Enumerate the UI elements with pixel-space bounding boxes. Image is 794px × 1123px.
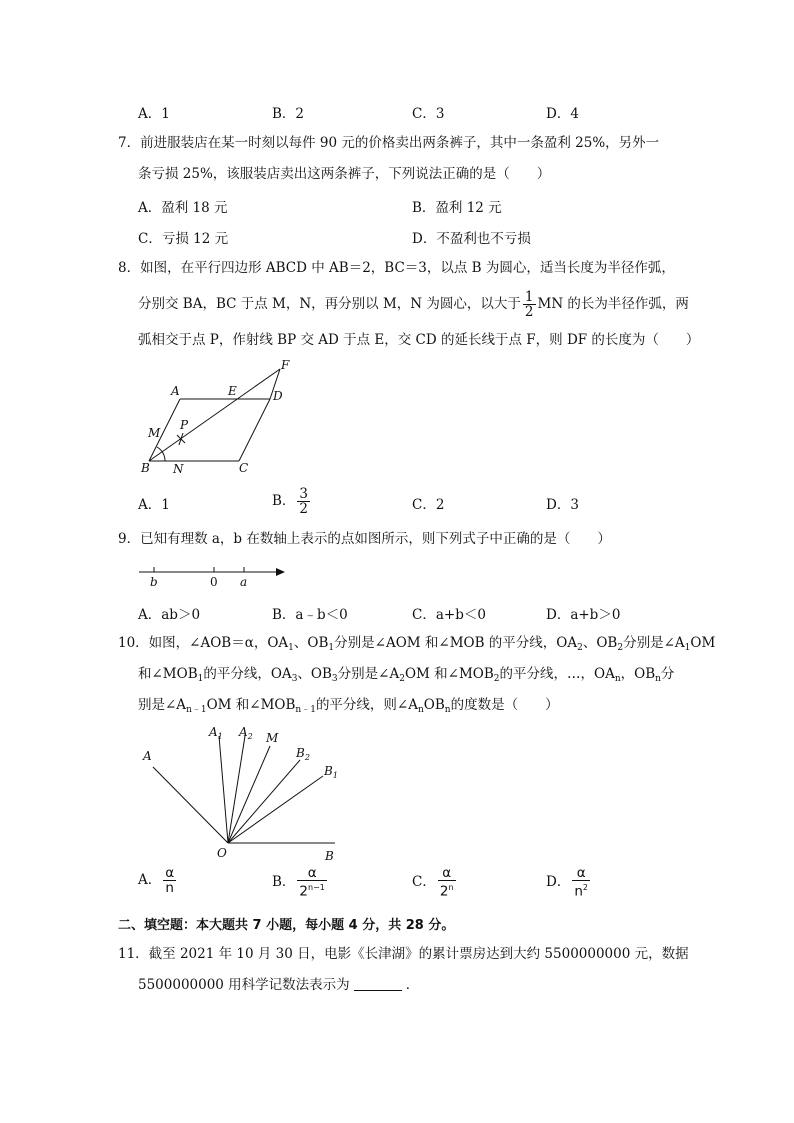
subscript: 2 [617,643,624,653]
svg-text:A1 [208,725,223,741]
label-E: E [228,384,237,398]
text: 10．如图，∠AOB＝α，OA [118,635,289,651]
angle-bisector-figure [135,722,345,867]
frac-denominator [438,881,456,899]
text: 的度数是（ ） [450,697,559,713]
subscript: 2 [399,674,405,684]
frac-numerator: α [165,865,175,881]
exponent: 2 [582,883,588,892]
subscript: n [655,674,661,684]
frac-denominator: 2 [299,501,309,517]
base: 2 [439,883,449,900]
frac-numerator: 1 [524,289,534,305]
q7-option-a: A．盈利 18 元 [138,200,228,216]
label-D: D [273,389,283,403]
frac-denominator: 2 [524,304,534,320]
frac-numerator: α [572,866,590,881]
label-B2-sub: 2 [304,753,310,762]
text: 分别是∠A [337,666,400,682]
q10-stem-line2 [138,664,674,689]
label-F: F [281,358,290,372]
exponent: n [448,883,454,892]
subscript: 2 [577,643,583,653]
text: OM 和∠MOB [404,666,494,682]
q9-stem-line1: 9．已知有理数 a，b 在数轴上表示的点如图所示，则下列式子中正确的是（ ） [118,531,611,547]
q8-stem-line2-a: 分别交 BA，BC 于点 M，N，再分别以 M，N 为圆心，以大于 [138,296,521,312]
text: 的平分线，…，OA [499,666,615,682]
q7-option-b: B．盈利 12 元 [412,200,502,216]
q11-stem-line1: 11．截至 2021 年 10 月 30 日，电影《长津湖》的累计票房达到大约 5500000000 元，数据 [118,946,689,962]
text: 、OB [297,666,332,682]
q9-option-d: D．a+b＞0 [546,607,621,623]
q8-stem-line1: 8．如图，在平行四边形 ABCD 中 AB＝2，BC＝3，以点 B 为圆心，适当长度为半径作弧， [118,260,675,276]
subscript: n [418,705,424,715]
q6-option-b: B．2 [272,106,305,122]
q6-option-a: A．1 [138,106,170,122]
q7-option-c: C．亏损 12 元 [138,231,229,247]
label-A2-sub: 2 [247,732,253,741]
text: 、OB [582,635,618,651]
option-label: B． [272,873,296,890]
q10-stem-line1 [118,633,715,658]
label-b: b [150,575,158,589]
label-A: A [143,749,152,763]
parallelogram-figure [135,355,305,480]
ray-OA [153,767,228,843]
q8-option-b-label: B． [272,493,296,509]
svg-text:B2 [295,746,310,762]
q10-option-c-fraction [438,866,456,899]
frac-numerator: α [297,866,326,881]
q9-option-b: B．a﹣b＜0 [272,607,348,623]
q7-stem-line1: 7．前进服装店在某一时刻以每件 90 元的价格卖出两条裤子，其中一条盈利 25%，另外一 [118,135,660,151]
frac-numerator: 3 [299,486,309,502]
option-label: A． [138,872,162,888]
subscript: 3 [291,674,298,684]
text: 分别是∠A [623,635,685,651]
arc-intersection-P [177,433,185,445]
label-A1-sub: 1 [217,732,223,741]
q10-option-a-fraction [163,866,176,895]
q10-option-b-fraction [297,866,326,899]
label-A: A [171,384,180,398]
svg-text:B1 [323,764,338,780]
ray-BF [149,369,280,461]
label-N: N [173,462,184,476]
label-B: B [325,849,334,863]
label-A2: A [239,725,248,739]
subscript: n [444,705,451,715]
q7-stem-line2: 条亏损 25%，该服装店卖出这两条裤子，下列说法正确的是（ ） [138,166,551,182]
q8-option-d: D．3 [546,497,579,513]
label-B: B [141,461,150,475]
label-M: M [148,426,161,440]
text: 分别是∠AOM 和∠MOB 的平分线，OA [334,635,578,651]
q10-option-c [412,866,458,899]
q10-option-d [546,866,592,899]
subscript: 1 [684,643,691,653]
subscript: 1 [197,674,204,684]
number-line-figure [135,560,290,590]
label-zero: 0 [210,575,218,589]
q8-option-b-fraction [297,487,310,516]
text: 的平分线，OA [203,666,292,682]
option-label: C． [412,873,436,890]
q9-option-a: A．ab＞0 [138,607,201,623]
subscript: n﹣1 [295,705,316,715]
svg-text:A2 [238,725,253,741]
text: OM 和∠MOB [206,697,296,713]
frac-numerator: α [438,866,456,881]
label-C: C [239,461,249,475]
base: 2 [299,883,309,900]
answer-blank[interactable] [354,976,402,991]
frac-denominator [572,881,590,899]
text: ，OB [620,666,656,682]
q10-stem-line3 [138,695,559,720]
q6-option-c: C．3 [412,106,445,122]
q8-stem-line3: 弧相交于点 P，作射线 BP 交 AD 于点 E，交 CD 的延长线于点 F，则 DF 的长度为（ ） [138,332,700,348]
q8-option-a: A．1 [138,497,170,513]
text: OM [690,635,716,651]
label-A1: A [209,725,218,739]
subscript: n [614,674,621,684]
exponent: n−1 [308,883,325,892]
section-heading: 二、填空题：本大题共 7 小题，每小题 4 分，共 28 分。 [118,918,455,933]
q10-option-b [272,866,329,899]
q6-option-d: D．4 [546,106,579,122]
q7-option-d: D．不盈利也不亏损 [412,231,531,247]
subscript: 2 [493,674,500,684]
segment-CD [239,399,270,461]
q11-stem-line2 [138,975,419,995]
text: 分 [660,666,675,682]
frac-denominator [297,881,326,899]
frac-denominator: n [165,880,174,896]
label-a: a [240,575,248,589]
text: ． [405,977,420,993]
option-label: D． [546,873,571,890]
q8-option-b [272,487,312,516]
base: n [574,883,583,900]
subscript: 1 [328,643,335,653]
subscript: n﹣1 [186,705,207,715]
subscript: 1 [288,643,294,653]
label-O: O [217,846,227,860]
text: 别是∠A [138,697,187,713]
subscript: 3 [331,674,338,684]
label-M: M [266,731,279,745]
q8-stem-line2-b: MN 的长为半径作弧，两 [537,296,689,312]
text: OB [423,697,445,713]
label-P: P [180,418,189,432]
q8-half-fraction [523,290,536,319]
q10-option-d-fraction [572,866,590,899]
text: 、OB [293,635,329,651]
q10-option-a [138,866,178,895]
arrow-right-icon [276,568,285,576]
label-B1-sub: 1 [332,771,338,780]
text: 的平分线，则∠A [315,697,418,713]
label-B1: B [324,764,333,778]
text: 5500000000 用科学记数法表示为 [138,977,350,993]
q9-option-c: C．a+b＜0 [412,607,486,623]
q8-option-c: C．2 [412,497,445,513]
ray-OA1 [219,736,228,843]
text: 和∠MOB [138,666,198,682]
q8-stem-line2 [138,290,689,319]
label-B2: B [296,746,305,760]
